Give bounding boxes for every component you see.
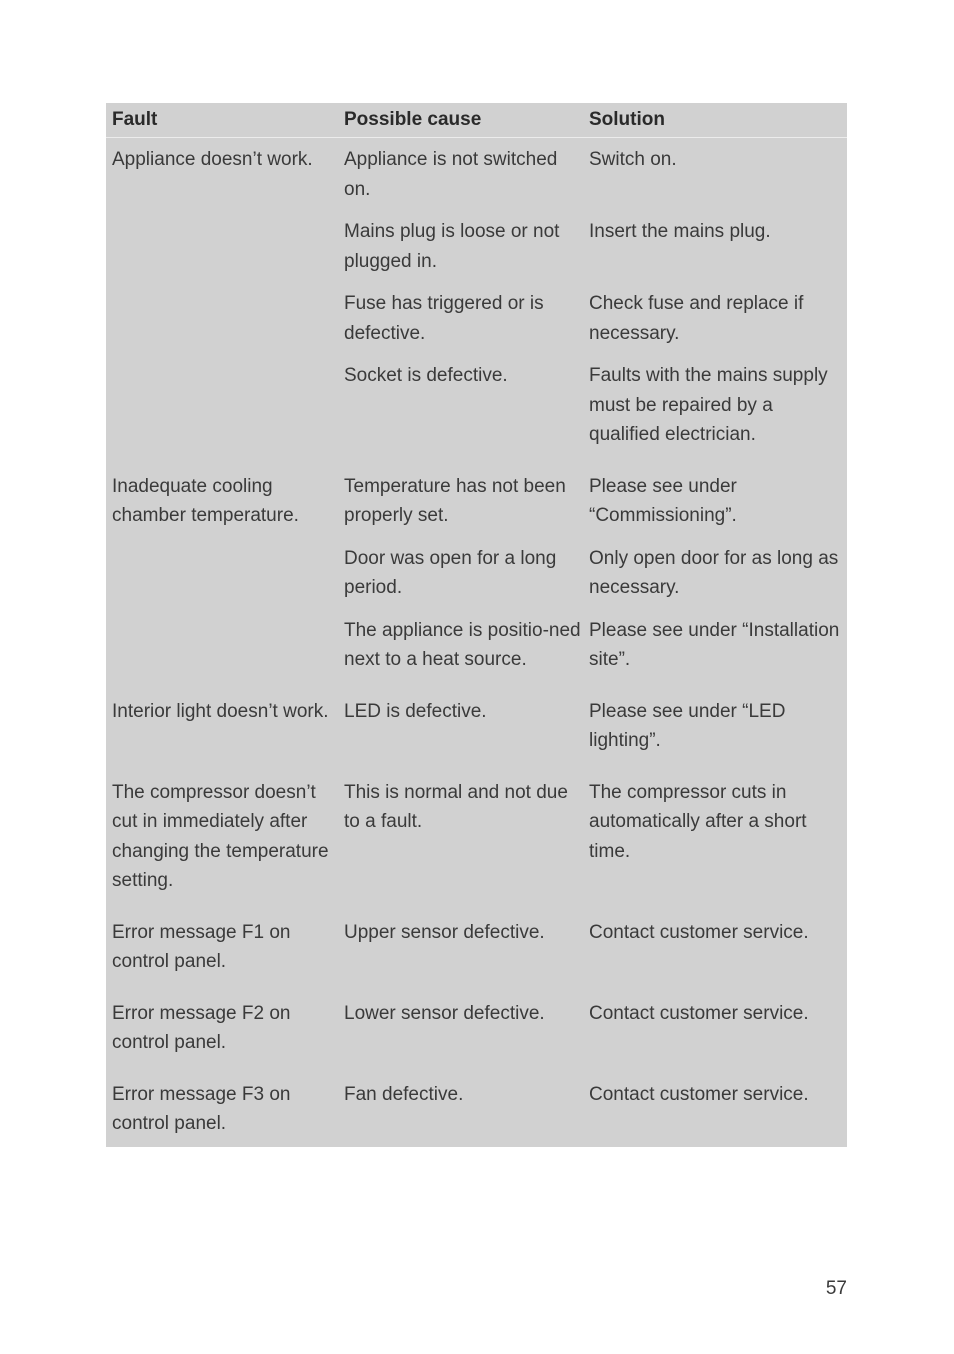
cause-solution-list: [344, 996, 847, 1058]
solution-cell: Contact customer service.: [589, 921, 809, 943]
header-possible-cause: Possible cause: [344, 109, 482, 130]
table-row: [344, 469, 847, 531]
table-row: [344, 142, 847, 204]
cause-cell: Upper sensor defective.: [344, 921, 545, 943]
cause-solution-list: [344, 915, 847, 977]
cause-cell: This is normal and not due to a fault.: [344, 781, 568, 832]
page-number: 57: [825, 1278, 847, 1299]
fault-group: [106, 915, 847, 977]
cause-cell: Door was open for a long period.: [344, 547, 557, 598]
fault-cell: Appliance doesn’t work.: [112, 149, 313, 170]
solution-cell: Check fuse and replace if necessary.: [589, 293, 804, 344]
cause-solution-list: [344, 1077, 847, 1139]
fault-cell: Interior light doesn’t work.: [112, 700, 329, 722]
solution-cell: Switch on.: [589, 149, 677, 170]
cause-solution-list: [344, 469, 847, 675]
fault-group: [106, 142, 847, 450]
fault-cell: Error message F3 on control panel.: [112, 1083, 291, 1134]
cause-cell: Lower sensor defective.: [344, 1002, 545, 1024]
solution-cell: Please see under “LED lighting”.: [589, 700, 786, 751]
table-body: [106, 142, 847, 1139]
header-fault: Fault: [112, 109, 158, 130]
fault-cell: The compressor doesn’t cut in immediately after changing the temperature setting.: [112, 781, 329, 891]
solution-cell: Only open door for as long as necessary.: [589, 547, 839, 598]
fault-group: [106, 1077, 847, 1139]
cause-solution-list: [344, 694, 847, 756]
table-row: [344, 775, 847, 867]
table-header: [106, 103, 847, 138]
solution-cell: The compressor cuts in automatically after a short time.: [589, 781, 807, 862]
fault-group: [106, 694, 847, 756]
solution-cell: Contact customer service.: [589, 1083, 809, 1105]
fault-cell: Error message F1 on control panel.: [112, 921, 291, 972]
table-row: [344, 214, 847, 276]
table-row: [344, 694, 847, 756]
troubleshooting-table: [106, 103, 847, 1147]
table-row: [344, 613, 847, 675]
solution-cell: Please see under “Installation site”.: [589, 619, 840, 670]
cause-cell: Fan defective.: [344, 1083, 464, 1105]
fault-cell: Error message F2 on control panel.: [112, 1002, 291, 1053]
solution-cell: Faults with the mains supply must be repaired by a qualified electrician.: [589, 365, 828, 445]
table-row: [344, 1077, 847, 1110]
cause-cell: Fuse has triggered or is defective.: [344, 293, 544, 344]
fault-group: [106, 469, 847, 675]
cause-solution-list: [344, 775, 847, 896]
cause-cell: LED is defective.: [344, 700, 487, 722]
cause-solution-list: [344, 142, 847, 450]
table-row: [344, 286, 847, 348]
table-row: [344, 996, 847, 1029]
fault-group: [106, 996, 847, 1058]
fault-cell: Inadequate cooling chamber temperature.: [112, 475, 299, 526]
fault-group: [106, 775, 847, 896]
solution-cell: Please see under “Commissioning”.: [589, 475, 737, 526]
table-row: [344, 541, 847, 603]
cause-cell: Mains plug is loose or not plugged in.: [344, 221, 560, 272]
cause-cell: Socket is defective.: [344, 365, 508, 386]
solution-cell: Insert the mains plug.: [589, 221, 771, 242]
cause-cell: Temperature has not been properly set.: [344, 475, 566, 526]
solution-cell: Contact customer service.: [589, 1002, 809, 1024]
cause-cell: The appliance is positio-ned next to a heat source.: [344, 619, 581, 670]
cause-cell: Appliance is not switched on.: [344, 149, 558, 200]
table-row: [344, 915, 847, 948]
header-solution: Solution: [589, 109, 665, 130]
table-row: [344, 358, 847, 450]
